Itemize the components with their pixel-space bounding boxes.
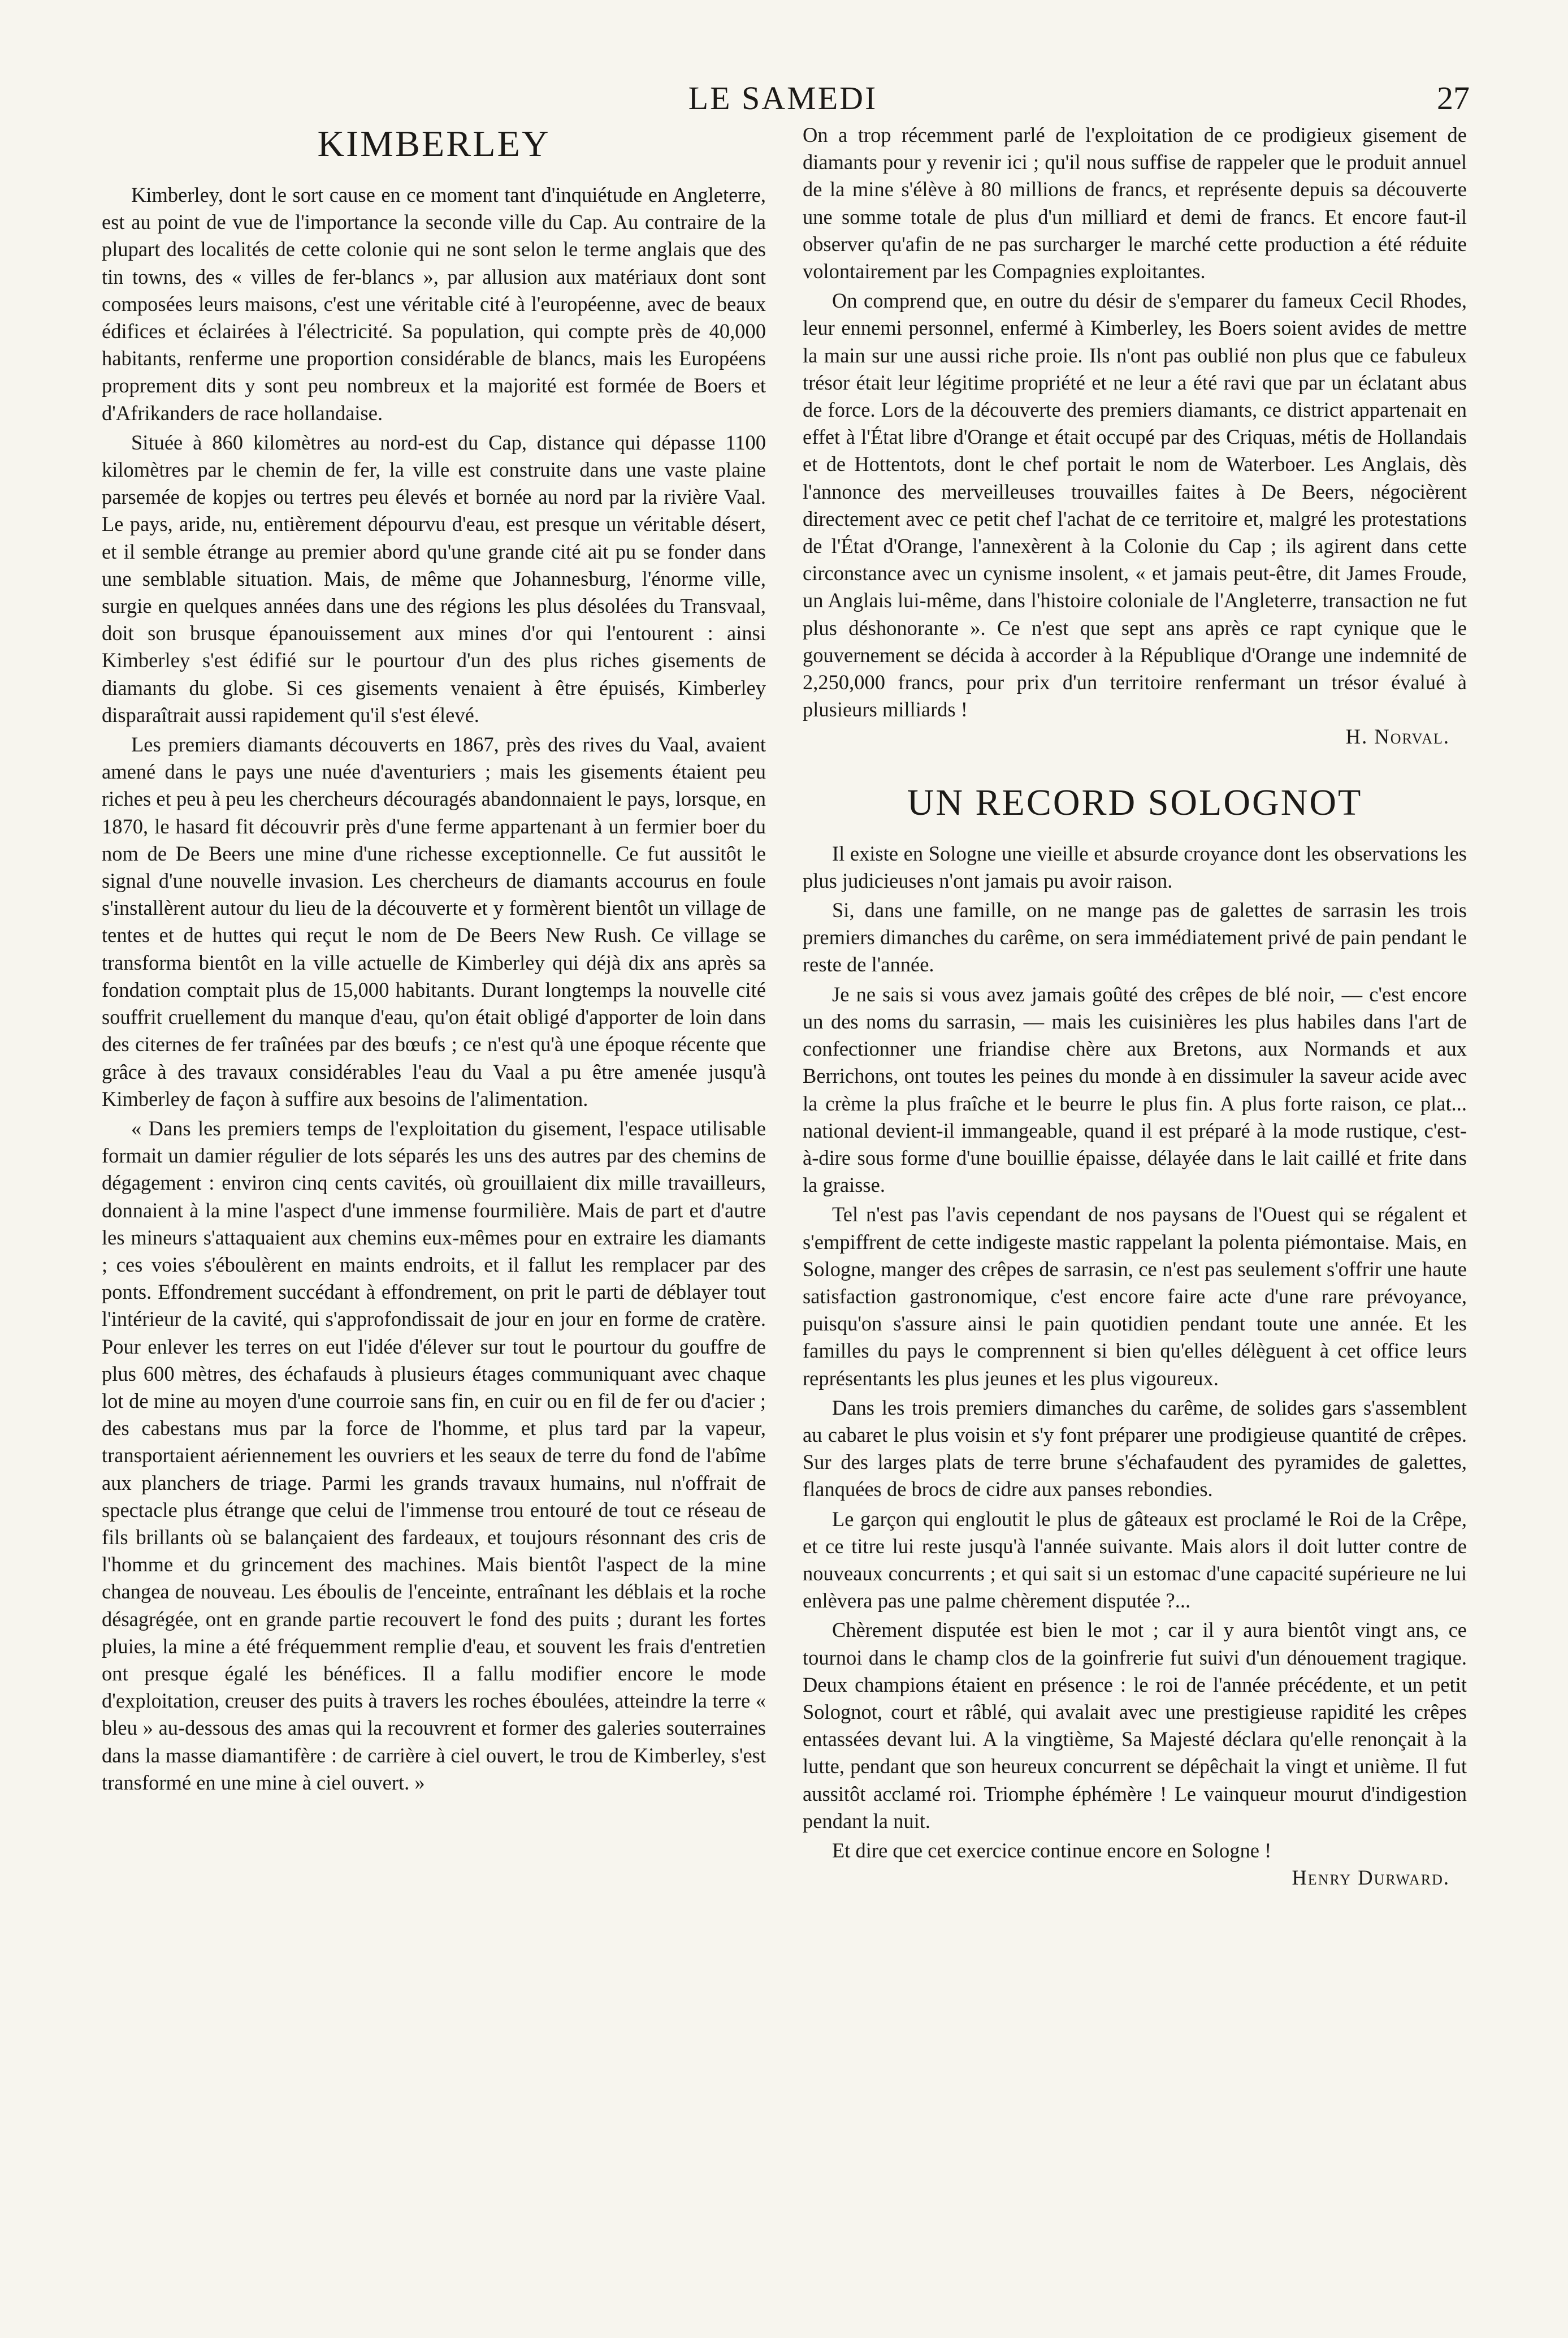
paragraph: « Dans les premiers temps de l'exploitation du gisement, l'espace utilisable formait un damier régulier de lots séparés les uns des autres par des chemins de dégagement : environ cinq cents cavités, où grouillaient dix mille travailleurs, donnaient à la mine l'aspect d'une immense fourmilière. Mais de part et d'autre les mineurs s'attaquaient aux chemins eux-mêmes pour en extraire les diamants ; ces voies s'éboulèrent en maints endroits, et il fallut les remplacer par des ponts. Effondrement succédant à effondrement, on prit le parti de déblayer tout l'intérieur de la cavité, qui s'approfondissait de jour en jour en forme de cratère. Pour enlever les terres on eut l'idée d'élever sur tout le pourtour du gouffre de plus 600 mètres, des échafauds à plusieurs étages communiquant avec chaque lot de mine au moyen d'une courroie sans fin, en cuir ou en fil de fer ou d'acier ; des cabestans mus par la force de l'homme, et plus tard par la vapeur, transportaient aériennement les ouvriers et les seaux de terre du fond de l'abîme aux planchers de triage. Parmi les grands travaux humains, nul n'offrait de spectacle plus étrange que celui de l'immense trou entouré de tout ce réseau de fils brillants où se balançaient des fardeaux, et toujours résonnant des cris de l'homme et du grincement des machines. Mais bientôt l'aspect de la mine changea de nouveau. Les éboulis de l'enceinte, entraînant les déblais et la roche désagrégée, ont en grande partie recouvert le fond des puits ; durant les fortes pluies, la mine a été fréquemment remplie d'eau, et souvent les frais d'entretien ont presque égalé les bénéfices. Il a fallu modifier encore le mode d'exploitation, creuser des puits à travers les roches éboulées, atteindre la terre « bleu » au-dessous des amas qui la recouvrent et former des galeries souterraines dans la masse diamantifère : de carrière à ciel ouvert, le trou de Kimberley, s'est transformé en une mine à ciel ouvert. » [102, 1116, 766, 1794]
page-header [96, 68, 1470, 124]
paragraph: Chèrement disputée est bien le mot ; car il y aura bientôt vingt ans, ce tournoi dans le champ clos de la goinfrerie fut suivi d'un dénouement tragique. Deux champions étaient en présence : le roi de l'année précédente, et un petit Solognot, court et râblé, qui avalait avec une prestigieuse rapidité les crêpes entassées devant lui. A la vingtième, Sa Majesté déclara qu'elle renonçait à la lutte, pendant que son heureux concurrent se dépêchait la vingt et unième. Il fut aussitôt acclamé roi. Triomphe éphémère ! Le vainqueur mourut d'indigestion pendant la nuit. [803, 1618, 1467, 1833]
left-column [102, 122, 766, 1796]
paragraph: On comprend que, en outre du désir de s'emparer du fameux Cecil Rhodes, leur ennemi personnel, enfermé à Kimberley, les Boers soient avides de mettre la main sur une aussi riche proie. Ils n'ont pas oublié non plus que ce fabuleux trésor était leur légitime propriété et ne leur a été ravi que par un éclatant abus de force. Lors de la découverte des premiers diamants, ce district appartenait en effet à l'État libre d'Orange et était occupé par des Criquas, métis de Hollandais et de Hottentots, dont le chef portait le nom de Waterboer. Les Anglais, dès l'annonce des merveilleuses trouvailles faites à De Beers, négocièrent directement avec ce petit chef l'achat de ce territoire et, malgré les protestations de l'État d'Orange, l'annexèrent à la Colonie du Cap ; ils agirent dans cette circonstance avec un cynisme insolent, « et jamais peut-être, dit James Froude, un Anglais lui-même, dans l'histoire coloniale de l'Angleterre, transaction ne fut plus déshonorante ». Ce n'est que sept ans après ce rapt cynique que le gouvernement se décida à accorder à la République d'Orange une indemnité de 2,250,000 francs, pour prix d'un territoire renfermant un trésor évalué à plusieurs milliards ! [803, 289, 1467, 721]
paragraph: Tel n'est pas l'avis cependant de nos paysans de l'Ouest qui se régalent et s'empiffrent de cette indigeste mastic rappelant la polenta piémontaise. Mais, en Sologne, manger des crêpes de sarrasin, ce n'est pas seulement s'offrir une haute satisfaction gastronomique, c'est encore faire acte d'une rare prévoyance, puisqu'on s'assure ainsi le pain quotidien pendant toute une année. Et les familles du pays le comprennent si bien qu'elles délèguent à cet office leurs représentants les plus jeunes et les plus vigoureux. [803, 1203, 1467, 1390]
paragraph: Je ne sais si vous avez jamais goûté des crêpes de blé noir, — c'est encore un des noms du sarrasin, — mais les cuisinières les plus habiles dans l'art de confectionner une friandise chère aux Bretons, aux Normands et aux Berrichons, ont toutes les peines du monde à en dissimuler la saveur acide avec la crème la plus fraîche et le beurre le plus fin. A plus forte raison, ce plat... national devient-il immangeable, quand il est préparé à la mode rustique, c'est-à-dire sous forme d'une bouillie épaisse, délayée dans le lait caillé et frite dans la graisse. [803, 982, 1467, 1197]
running-title: LE SAMEDI [688, 80, 878, 116]
paragraph: Il existe en Sologne une vieille et absurde croyance dont les observations les plus judicieuses n'ont jamais pu avoir raison. [803, 841, 1467, 892]
paragraph: Dans les trois premiers dimanches du carême, de solides gars s'assemblent au cabaret le plus voisin et s'y font préparer une prodigieuse quantité de crêpes. Sur des larges plats de terre brune s'échafaudent des pyramides de galettes, flanquées de brocs de cidre aux panses rebondies. [803, 1395, 1467, 1501]
paragraph: Le garçon qui engloutit le plus de gâteaux est proclamé le Roi de la Crêpe, et ce titre lui reste jusqu'à l'année suivante. Mais alors il doit lutter contre de nouveaux concurrents ; et qui sait si un estomac d'une capacité supérieure ne lui enlèvera pas une palme chèrement disputée ?... [803, 1507, 1467, 1613]
paragraph: Les premiers diamants découverts en 1867, près des rives du Vaal, avaient amené dans le pays une nuée d'aventuriers ; mais les gisements étaient peu riches et peu à peu les chercheurs découragés abandonnaient le pays, lorsque, en 1870, le hasard fit découvrir près d'une ferme appartenant à un fermier boer du nom de De Beers une mine d'une richesse exceptionnelle. Ce fut aussitôt le signal d'une nouvelle invasion. Les chercheurs de diamants accourus en foule s'installèrent autour du lieu de la découverte et y formèrent bientôt un village de tentes et de huttes qui reçut le nom de De Beers New Rush. Ce village se transforma bientôt en la ville actuelle de Kimberley qui déjà dix ans après sa fondation comptait plus de 15,000 habitants. Durant longtemps la nouvelle cité souffrit cruellement du manque d'eau, qu'on était obligé d'apporter de loin dans des citernes de fer traînées par des bœufs ; ce n'est qu'à une époque récente que grâce à des travaux considérables l'eau du Vaal a pu être amenée jusqu'à Kimberley de façon à suffire aux besoins de l'alimentation. [102, 733, 766, 1110]
paragraph: On a trop récemment parlé de l'exploitation de ce prodigieux gisement de diamants pour y revenir ici ; qu'il nous suffise de rappeler que le produit annuel de la mine s'élève à 80 millions de francs, et représente depuis sa découverte une somme totale de plus d'un milliard et demi de francs. Et encore faut-il observer qu'afin de ne pas surcharger le marché cette production a été réduite volontairement par les Compagnies exploitantes. [803, 123, 1467, 283]
author-signature-durward: Henry Durward. [1292, 1866, 1450, 1890]
page-number: 27 [1437, 80, 1470, 116]
paragraph: Et dire que cet exercice continue encore en Sologne ! [832, 1838, 1272, 1862]
paragraph: Située à 860 kilomètres au nord-est du Cap, distance qui dépasse 1100 kilomètres par le chemin de fer, la ville est construite dans une vaste plaine parsemée de kopjes ou tertres peu élevés et bornée au nord par la rivière Vaal. Le pays, aride, nu, entièrement dépourvu d'eau, est presque un véritable désert, et il semble étrange au premier abord qu'une grande cité ait pu se fonder dans une semblable situation. Mais, de même que Johannesburg, l'énorme ville, surgie en quelques années dans une des régions les plus désolées du Transvaal, doit son brusque épanouissement aux mines d'or qui l'entourent : ainsi Kimberley s'est édifié sur le pourtour d'un des plus riches gisements de diamants du globe. Si ces gisements venaient à être épuisés, Kimberley disparaîtrait aussi rapidement qu'il s'est élevé. [102, 430, 766, 727]
right-column [803, 122, 1467, 1891]
article-title-record-solognot: UN RECORD SOLOGNOT [907, 781, 1363, 823]
article-title-kimberley: KIMBERLEY [317, 123, 551, 165]
author-signature-norval: H. Norval. [1345, 725, 1450, 749]
paragraph: Si, dans une famille, on ne mange pas de galettes de sarrasin les trois premiers dimanches du carême, on sera immédiatement privé de pain pendant le reste de l'année. [803, 898, 1467, 976]
paragraph: Kimberley, dont le sort cause en ce moment tant d'inquiétude en Angleterre, est au point de vue de l'importance la seconde ville du Cap. Au contraire de la plupart des localités de cette colonie qui ne sont selon le terme anglais que des tin towns, des « villes de fer-blancs », par allusion aux matériaux dont sont composées leurs maisons, c'est une véritable cité à l'européenne, avec de beaux édifices et éclairées à l'électricité. Sa population, qui compte près de 40,000 habitants, renferme une proportion considérable de blancs, mais les Européens proprement dits y sont peu nombreux et la majorité est formée de Boers et d'Afrikanders de race hollandaise. [102, 183, 766, 425]
